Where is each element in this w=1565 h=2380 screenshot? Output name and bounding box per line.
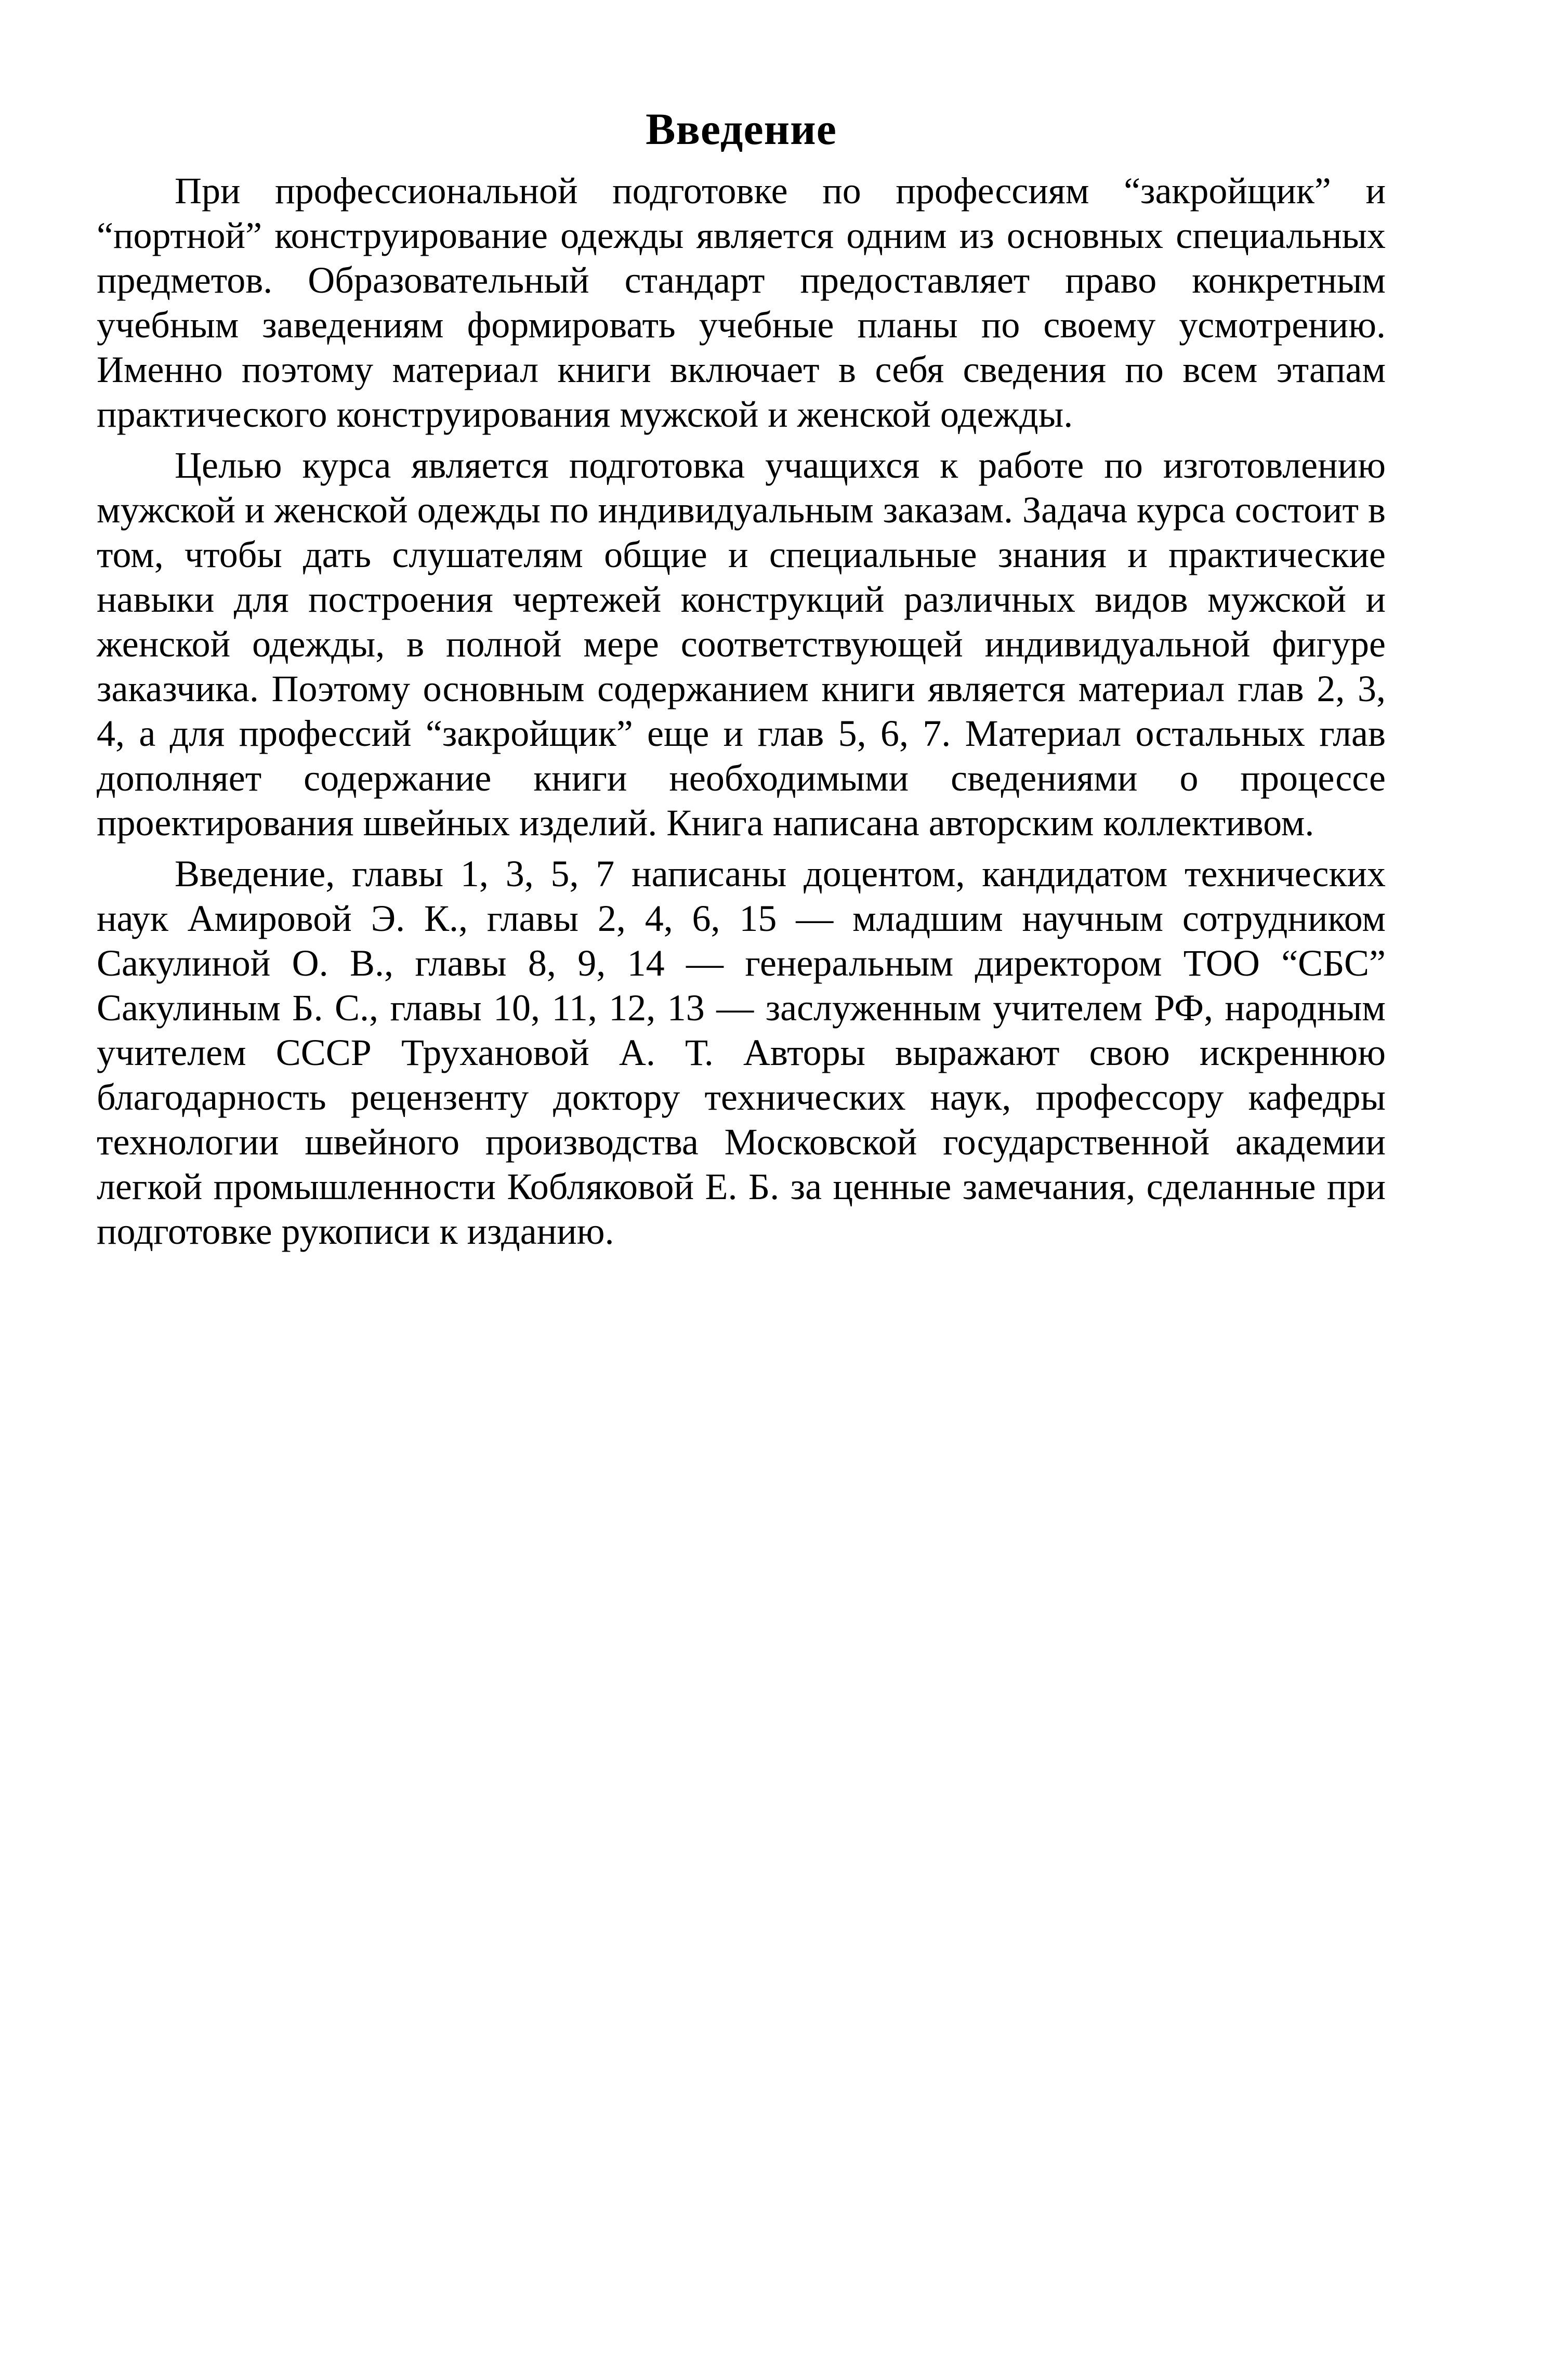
paragraph-authors: Введение, главы 1, 3, 5, 7 написаны доцентом, кандидатом технических наук Амировой Э. К., главы 2, 4, 6, 15 — младшим научным сотрудником Сакулиной О. В., главы 8, 9, 14 — генеральным директором ТОО “СБС” Сакулиным Б. С., главы 10, 11, 12, 13 — заслуженным учителем РФ, народным учителем СССР Трухановой А. Т. Авторы выражают свою искреннюю благодарность рецензенту доктору технических наук, профессору кафедры технологии швейного производства Московской государственной академии легкой промышленности Кобляковой Е. Б. за ценные замечания, сделанные при подготовке рукописи к изданию.	[97, 853, 1386, 1252]
text-block	[97, 99, 1386, 1260]
paragraph-course-goal: Целью курса является подготовка учащихся к работе по изготовлению мужской и женской одежды по индивидуальным заказам. Задача курса состоит в том, чтобы дать слушателям общие и специальные знания и практические навыки для построения чертежей конструкций различных видов мужской и женской одежды, в полной мере соответствующей индивидуальной фигуре заказчика. Поэтому основным содержанием книги является материал глав 2, 3, 4, а для профессий “закройщик” еще и глав 5, 6, 7. Материал остальных глав дополняет содержание книги необходимыми сведениями о процессе проектирования швейных изделий. Книга написана авторским коллективом.	[97, 444, 1386, 844]
paragraph-intro: При профессиональной подготовке по профессиям “закройщик” и “портной” конструирование одежды является одним из основных специальных предметов. Образовательный стандарт предоставляет право конкретным учебным заведениям формировать учебные планы по своему усмотрению. Именно поэтому материал книги включает в себя сведения по всем этапам практического конструирования мужской и женской одежды.	[97, 170, 1386, 435]
page-title: Введение	[646, 104, 837, 154]
